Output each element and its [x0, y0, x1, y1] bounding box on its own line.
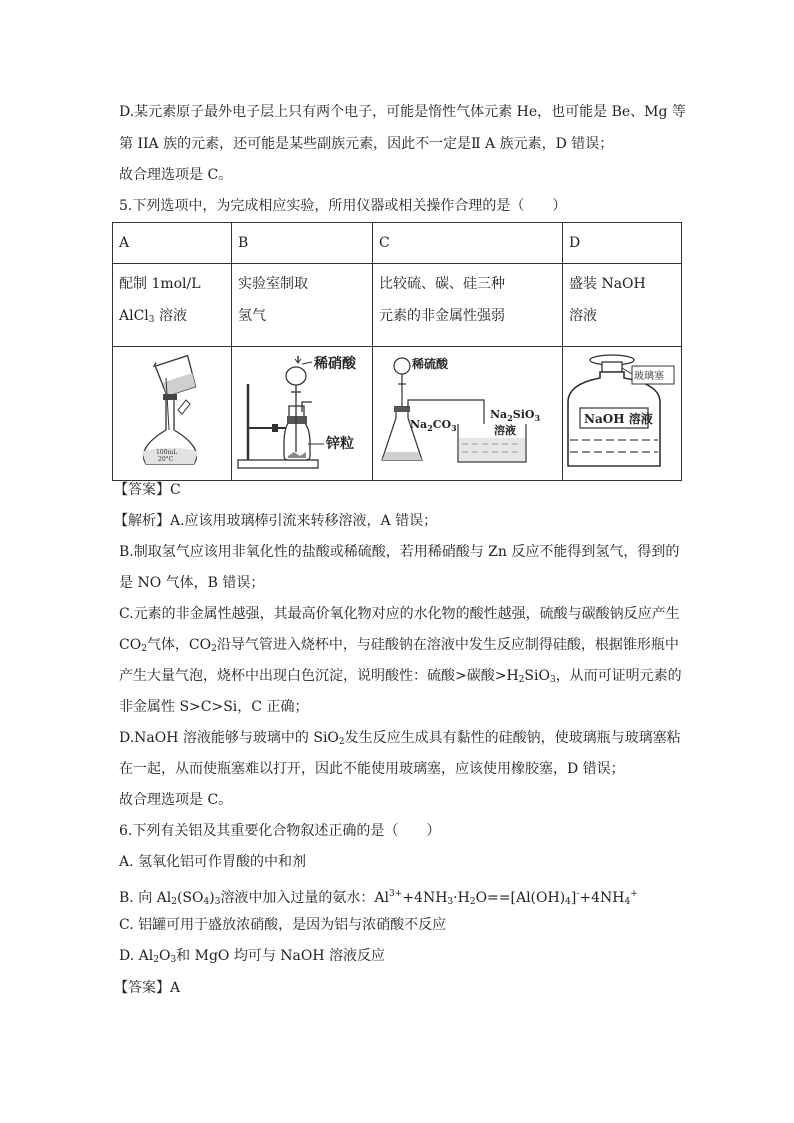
- question-6-stem: 6.下列有关铝及其重要化合物叙述正确的是（ ）: [119, 823, 441, 839]
- analysis-5-c4: 非金属性 S>C>Si，C 正确；: [119, 699, 309, 715]
- desc-b: 实验室制取 氢气: [232, 264, 373, 347]
- figure-a-volumetric-flask: [113, 347, 232, 481]
- glass-stopper-label: 玻璃塞: [634, 370, 664, 382]
- desc-a: 配制 1mol/L AlCl$_3$ 溶液: [113, 264, 232, 347]
- flask-temperature-label: 20°C: [158, 455, 174, 463]
- analysis-5-d1: D.NaOH 溶液能够与玻璃中的 SiO$_2$发生反应生成具有黏性的硅酸钠，使玻璃瓶与玻璃塞粘: [119, 730, 681, 747]
- question-5-stem: 5.下列选项中，为完成相应实验，所用仪器或相关操作合理的是（ ）: [119, 198, 567, 214]
- zinc-granules-label: 锌粒: [326, 435, 354, 452]
- answer-5: 【答案】C: [114, 482, 181, 498]
- header-a: A: [113, 223, 232, 264]
- analysis-5-c1: C.元素的非金属性越强，其最高价氧化物对应的水化物的酸性越强，硫酸与碳酸钠反应产生: [119, 606, 680, 622]
- question-6-option-d: D. $Al_2O_3$和 MgO 均可与 NaOH 溶液反应: [119, 948, 386, 965]
- analysis-5-c2: $CO_2$气体，$CO_2$沿导气管进入烧杯中，与硅酸钠在溶液中发生反应制得硅酸，根据锥形瓶中: [119, 637, 679, 654]
- desc-d: 盛装 NaOH 溶液: [563, 264, 682, 347]
- reagent-label: NaOH 溶液: [584, 411, 653, 426]
- option-d-explanation-line1: D.某元素原子最外电子层上只有两个电子，可能是惰性气体元素 He，也可能是 Be、Mg 等: [119, 104, 686, 120]
- option-d-explanation-line2: 第 IIA 族的元素，还可能是某些副族元素，因此不一定是Ⅱ A 族元素，D 错误；: [119, 136, 614, 152]
- question-6-option-b: B. 向 $Al_2(SO_4)_3$溶液中加入过量的氨水：$Al^{3+}+4NH_3\cdot H_2O==[Al(OH)_4]^-+4NH_4^+$: [119, 889, 638, 907]
- nitric-acid-label: 稀硝酸: [314, 355, 356, 372]
- question-5-table: [112, 222, 682, 481]
- solution-label: 溶液: [493, 423, 516, 437]
- flask-volume-label: 100mL: [156, 448, 178, 456]
- figure-d-reagent-bottle: [563, 347, 682, 481]
- figure-c-acidity-comparison: [373, 347, 563, 481]
- sodium-carbonate-label: $Na_2CO_3$: [409, 417, 457, 433]
- sodium-silicate-label: $Na_2SiO_3$: [489, 407, 540, 423]
- analysis-5-conclusion: 故合理选项是 C。: [119, 792, 233, 808]
- header-c: C: [373, 223, 563, 264]
- sulfuric-acid-label: 稀硫酸: [411, 356, 448, 371]
- analysis-5-a: 【解析】A.应该用玻璃棒引流来转移溶液，A 错误；: [114, 513, 438, 529]
- desc-c: 比较硫、碳、硅三种 元素的非金属性强弱: [373, 264, 563, 347]
- question-6-option-c: C. 铝罐可用于盛放浓硝酸，是因为铝与浓硝酸不反应: [119, 917, 447, 933]
- analysis-5-b2: 是 NO 气体，B 错误；: [119, 575, 265, 591]
- analysis-5-b1: B.制取氢气应该用非氧化性的盐酸或稀硫酸，若用稀硝酸与 Zn 反应不能得到氢气，得到的: [119, 544, 680, 560]
- figure-b-gas-generator: [232, 347, 373, 481]
- header-b: B: [232, 223, 373, 264]
- previous-conclusion: 故合理选项是 C。: [119, 167, 233, 183]
- analysis-5-c3: 产生大量气泡，烧杯中出现白色沉淀，说明酸性：硫酸>碳酸$>H_2SiO_3$，从而可证明元素的: [119, 668, 682, 685]
- header-d: D: [563, 223, 682, 264]
- analysis-5-d2: 在一起，从而使瓶塞难以打开，因此不能使用玻璃塞，应该使用橡胶塞，D 错误；: [119, 761, 625, 777]
- answer-6: 【答案】A: [114, 980, 181, 996]
- question-6-option-a: A. 氢氧化铝可作胃酸的中和剂: [119, 854, 307, 870]
